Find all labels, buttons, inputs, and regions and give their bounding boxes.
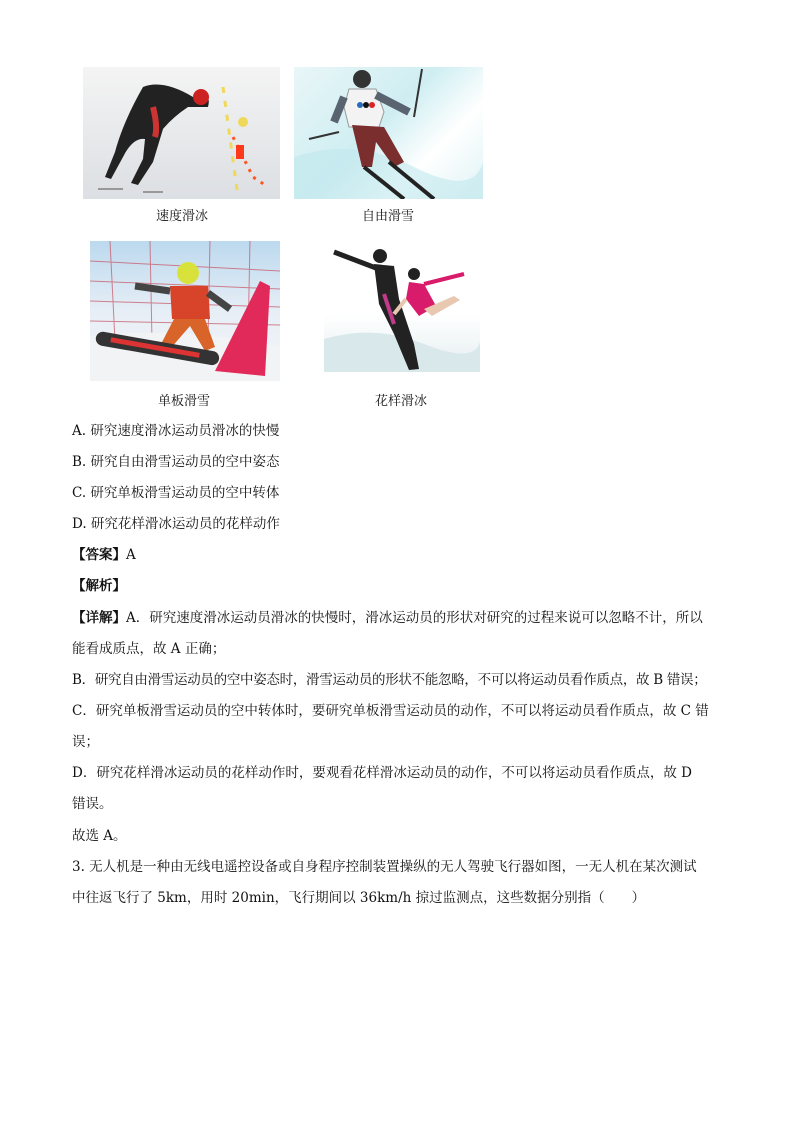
snowboarding-photo [90,241,280,381]
detail-line-7: 错误。 [72,796,113,812]
detail-line-6: D．研究花样滑冰运动员的花样动作时，要观看花样滑冰运动员的动作，不可以将运动员看作质点，故 D [72,765,692,781]
option-b: B. 研究自由滑雪运动员的空中姿态 [72,454,280,470]
option-c: C. 研究单板滑雪运动员的空中转体 [72,485,280,501]
question-3-line-2: 中往返飞行了 5km，用时 20min，飞行期间以 36km/h 掠过监测点，这些数据分别指（ ） [72,890,646,906]
detail-line-1 [72,608,703,628]
figure-caption-freestyle-skiing: 自由滑雪 [361,209,414,224]
answer-label: 【答案】 [72,547,126,563]
option-a: A. 研究速度滑冰运动员滑冰的快慢 [72,423,280,439]
speed-skating-photo [83,67,280,199]
detail-label: 【详解】 [72,610,126,626]
figure-caption-snowboarding: 单板滑雪 [157,394,210,409]
figure-caption-figure-skating: 花样滑冰 [374,394,427,409]
detail-line-3: B．研究自由滑雪运动员的空中姿态时，滑雪运动员的形状不能忽略，不可以将运动员看作质点，故 B 错误； [72,672,707,688]
detail-line-4: C．研究单板滑雪运动员的空中转体时，要研究单板滑雪运动员的动作，不可以将运动员看作质点，故 C 错 [72,703,709,719]
detail-line-2: 能看成质点，故 A 正确； [72,641,226,657]
option-d: D. 研究花样滑冰运动员的花样动作 [72,516,280,532]
answer-value: A [126,547,136,563]
question-3-line-1: 3. 无人机是一种由无线电遥控设备或自身程序控制装置操纵的无人驾驶飞行器如图，一无人机在某次测试 [72,859,697,875]
answer-line [72,545,136,565]
detail-line-5: 误； [72,734,99,750]
detail-text-1: A．研究速度滑冰运动员滑冰的快慢时，滑冰运动员的形状对研究的过程来说可以忽略不计，所以 [126,610,703,626]
freestyle-skiing-photo [294,67,483,199]
analysis-label: 【解析】 [72,578,126,594]
figure-caption-speed-skating: 速度滑冰 [155,209,208,224]
figure-skating-photo [324,244,480,372]
detail-line-8: 故选 A。 [72,828,127,844]
